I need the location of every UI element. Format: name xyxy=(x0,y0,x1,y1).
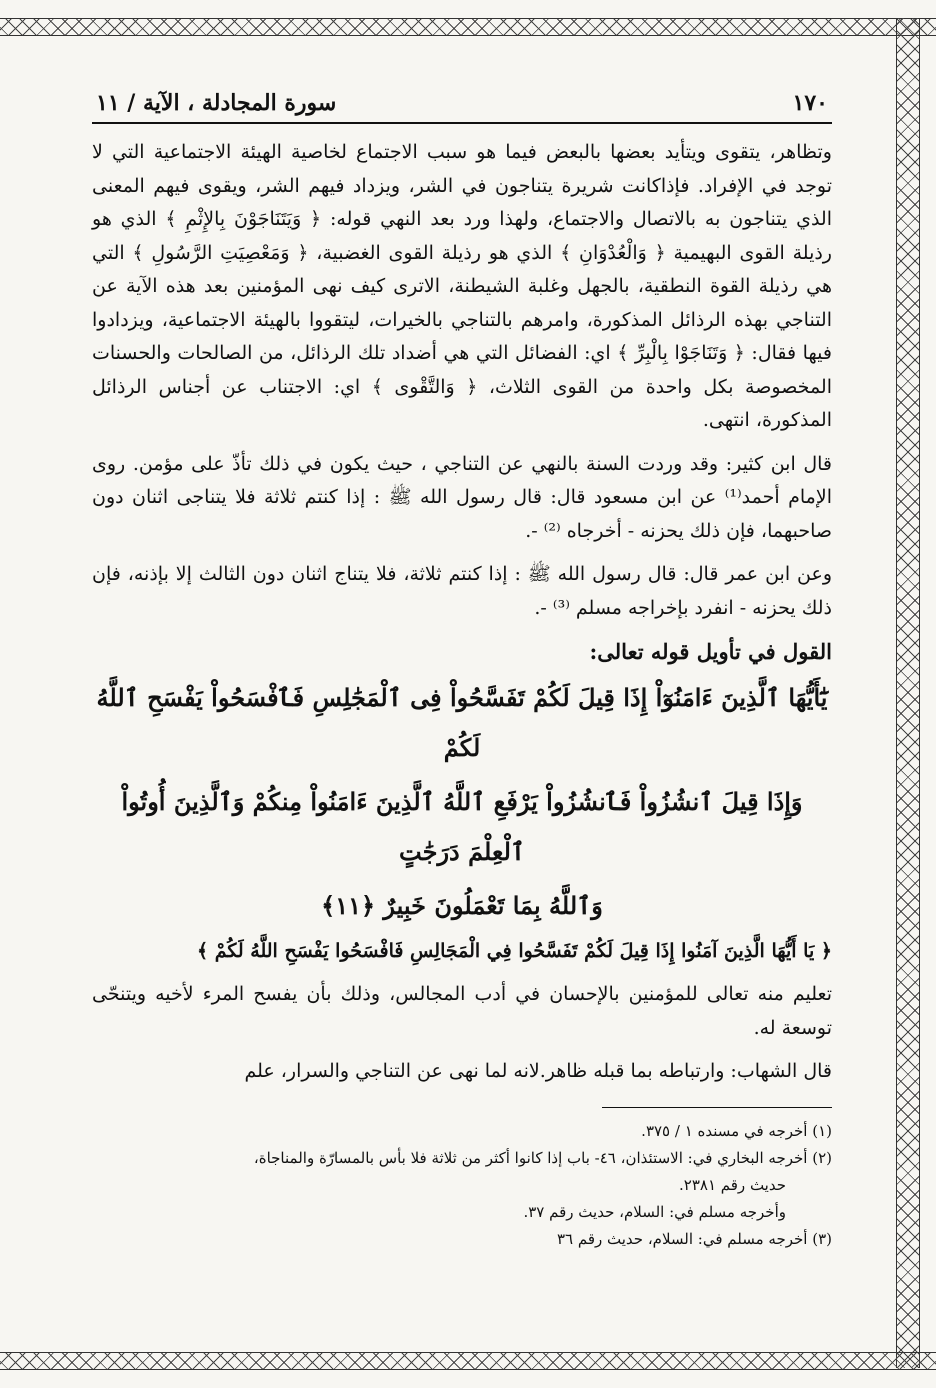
quran-line: وَإِذَا قِيلَ ٱنشُزُواْ فَٱنشُزُواْ يَرْفَعِ ٱللَّهُ ٱلَّذِينَ ءَامَنُواْ مِنكُمْ وَٱلَّذِينَ أُوتُواْ ٱلْعِلْمَ دَرَجَٰتٍ xyxy=(121,786,803,866)
paragraph: تعليم منه تعالى للمؤمنين بالإحسان في أدب المجالس، وذلك بأن يفسح المرء لأخيه ويتنحّى توسعة له. xyxy=(92,983,832,1039)
footnote: (٢) أخرجه البخاري في: الاستئذان، ٤٦- باب إذا كانوا أكثر من ثلاثة فلا بأس بالمسارّة والمناجاة، xyxy=(253,1148,832,1167)
quran-line: يَٰٓأَيُّهَا ٱلَّذِينَ ءَامَنُوٓاْ إِذَا قِيلَ لَكُمْ تَفَسَّحُواْ فِى ٱلْمَجَٰلِسِ فَٱفْسَحُواْ يَفْسَحِ ٱللَّهُ لَكُمْ xyxy=(96,682,828,762)
book-page xyxy=(92,80,832,1253)
quran-verse xyxy=(92,673,832,931)
page-number: ١٧٠ xyxy=(792,90,828,116)
footnote: (١) أخرجه في مسنده ١ / ٣٧٥. xyxy=(641,1121,832,1140)
surah-title: سورة المجادلة ، الآية / ١١ xyxy=(96,90,337,116)
footnote-continuation: حديث رقم ٢٣٨١. xyxy=(679,1175,786,1194)
paragraph: وتظاهر، يتقوى ويتأيد بعضها بالبعض فيما هو سبب الاجتماع لخاصية الهيئة الاجتماعية التي لا توجد في الإفراد. فإذاكانت شريرة يتناجون في الشر، ويزداد فيهم الشر، ويقوى فيهم المعنى الذي يتناجون به بالاتصال والاجتماع، ولهذا ورد بعد النهي قوله: ﴿ وَيَتَنَاجَوْنَ بِالإِثْمِ ﴾ الذي هو رذيلة القوى البهيمية ﴿ وَالْعُدْوَانِ ﴾ الذي هو رذيلة القوى الغضبية، ﴿ وَمَعْصِيَتِ الرَّسُولِ ﴾ التي هي رذيلة القوة النطقية، بالجهل وغلبة الشيطنة، الاترى كيف نهى المؤمنين بعد هذه الآية عن التناجي بهذه الرذائل المذكورة، وامرهم بالتناجي بالخيرات، ليتقووا بالهيئة الاجتماعية، ويزدادوا فيها فقال: ﴿ وَتَنَاجَوْا بِالْبِرِّ ﴾ اي: الفضائل التي هي أضداد تلك الرذائل، من الصالحات والحسنات المخصوصة بكل واحدة من القوى الثلاث، ﴿ وَالتَّقْوى ﴾ اي: الاجتناب عن أجناس الرذائل المذكورة، انتهى. xyxy=(92,141,832,431)
paragraph: قال الشهاب: وارتباطه بما قبله ظاهر.لانه لما نهى عن التناجي والسرار، علم xyxy=(244,1060,832,1082)
page-header xyxy=(92,80,832,124)
footnote-divider xyxy=(602,1107,832,1108)
page-border-right xyxy=(896,18,920,1368)
footnote: (٣) أخرجه مسلم في: السلام، حديث رقم ٣٦ xyxy=(556,1229,832,1248)
tafsir-quote: ﴿ يَا أَيُّهَا الَّذِينَ آمَنُوا إِذَا قِيلَ لَكُمْ تَفَسَّحُوا فِي الْمَجَالِسِ فَافْسَحُوا يَفْسَحِ اللَّهُ لَكُمْ ﴾ xyxy=(197,939,832,962)
footnote-continuation: وأخرجه مسلم في: السلام، حديث رقم ٣٧. xyxy=(523,1202,786,1221)
page-border-top xyxy=(0,18,936,36)
paragraph: قال ابن كثير: وقد وردت السنة بالنهي عن التناجي ، حيث يكون في ذلك تأذّ على مؤمن. روى الإمام أحمد⁽¹⁾ عن ابن مسعود قال: قال رسول الله ﷺ : إذا كنتم ثلاثة فلا يتناجى اثنان دون صاحبهما، فإن ذلك يحزنه - أخرجاه ⁽²⁾ -. xyxy=(92,452,832,542)
quran-line: وَٱللَّهُ بِمَا تَعْمَلُونَ خَبِيرٌ ﴿١١﴾ xyxy=(321,890,603,920)
footnotes xyxy=(92,1118,832,1253)
page-border-bottom xyxy=(0,1352,936,1370)
paragraph: وعن ابن عمر قال: قال رسول الله ﷺ : إذا كنتم ثلاثة، فلا يتناج اثنان دون الثالث إلا بإذنه، فإن ذلك يحزنه - انفرد بإخراجه مسلم ⁽³⁾ -. xyxy=(92,563,832,619)
main-text xyxy=(92,136,832,1089)
section-heading: القول في تأويل قوله تعالى: xyxy=(589,639,832,664)
